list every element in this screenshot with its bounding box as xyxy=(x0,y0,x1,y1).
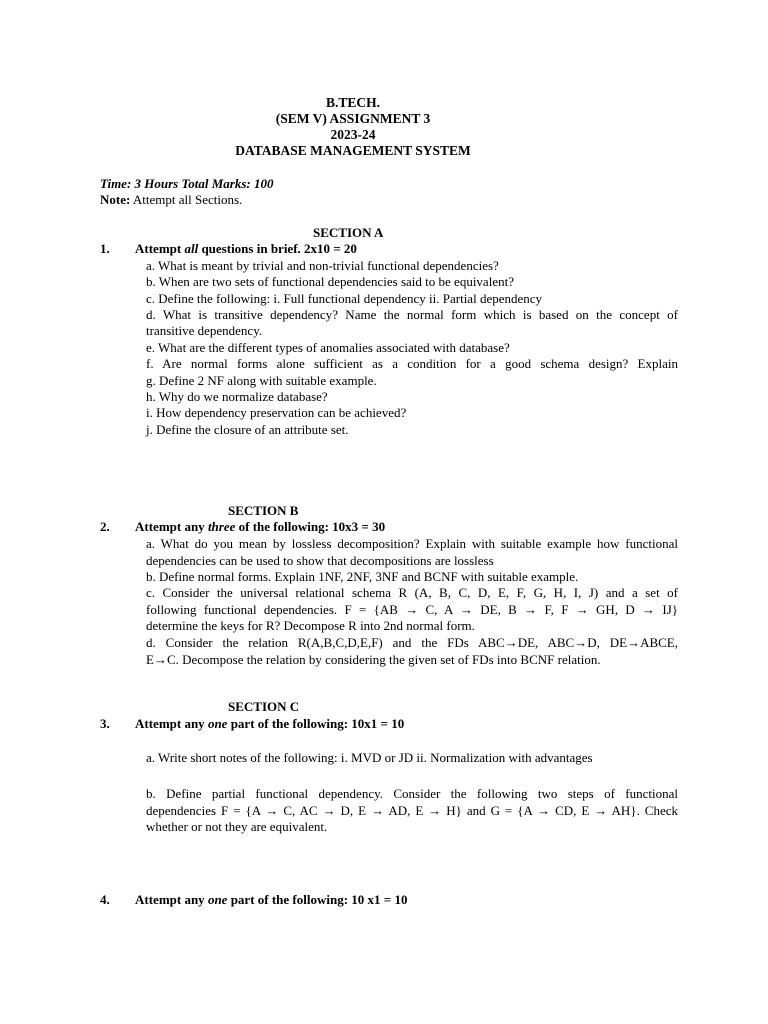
q2-item-d: d. Consider the relation R(A,B,C,D,E,F) and the FDs ABC→DE, ABC→D, DE→ABCE, xyxy=(146,635,678,650)
question-2-heading xyxy=(135,519,385,535)
q1-item-a: a. What is meant by trivial and non-trivial functional dependencies? xyxy=(146,258,499,273)
q1-item-j: j. Define the closure of an attribute set. xyxy=(146,422,349,437)
section-c-title: SECTION C xyxy=(228,699,300,714)
q1-head-emphasis: all xyxy=(184,241,199,256)
q1-item-c: c. Define the following: i. Full functional dependency ii. Partial dependency xyxy=(146,291,543,306)
q1-item-d: d. What is transitive dependency? Name the normal form which is based on the concept of xyxy=(146,307,678,322)
question-1-number: 1. xyxy=(100,241,110,256)
q2-head-emphasis: three xyxy=(207,519,236,534)
section-b-title: SECTION B xyxy=(228,503,299,518)
subject-title: DATABASE MANAGEMENT SYSTEM xyxy=(235,143,471,158)
note-line xyxy=(100,192,242,208)
q4-head-emphasis: one xyxy=(207,892,228,907)
q1-item-h: h. Why do we normalize database? xyxy=(146,389,328,404)
q1-item-g: g. Define 2 NF along with suitable example. xyxy=(146,373,377,388)
q2-item-c-line3: determine the keys for R? Decompose R into 2nd normal form. xyxy=(146,618,475,633)
question-2-number: 2. xyxy=(100,519,110,534)
q2-item-b: b. Define normal forms. Explain 1NF, 2NF, 3NF and BCNF with suitable example. xyxy=(146,569,579,584)
q2-item-c-line2: following functional dependencies. F = {AB → C, A → DE, B → F, F → GH, D → IJ} xyxy=(146,602,678,617)
question-4-number: 4. xyxy=(100,892,110,907)
note-text: Attempt all Sections. xyxy=(130,192,243,207)
q3-item-b: b. Define partial functional dependency. Consider the following two steps of functional xyxy=(146,786,678,801)
q2-item-c: c. Consider the universal relational schema R (A, B, C, D, E, F, G, H, I, J) and a set of xyxy=(146,585,678,600)
course-title: B.TECH. xyxy=(325,95,380,110)
q3-head-post: part of the following: 10x1 = 10 xyxy=(227,716,405,731)
section-a-title: SECTION A xyxy=(313,225,384,240)
q3-head-pre: Attempt any xyxy=(135,716,208,731)
q3-head-emphasis: one xyxy=(207,716,228,731)
q1-head-pre: Attempt xyxy=(135,241,185,256)
q1-item-i: i. How dependency preservation can be achieved? xyxy=(146,405,407,420)
question-3-heading xyxy=(135,716,404,732)
q1-item-d-cont: transitive dependency. xyxy=(146,323,263,338)
q2-item-d-cont: E→C. Decompose the relation by considering the given set of FDs into BCNF relation. xyxy=(146,652,601,667)
question-1-heading xyxy=(135,241,357,257)
q1-item-e: e. What are the different types of anomalies associated with database? xyxy=(146,340,510,355)
assignment-title: (SEM V) ASSIGNMENT 3 xyxy=(275,111,431,126)
q2-head-pre: Attempt any xyxy=(135,519,208,534)
q3-item-b-line2: dependencies F = {A → C, AC → D, E → AD, E → H} and G = {A → CD, E → AH}. Check xyxy=(146,803,678,818)
q3-item-b-line3: whether or not they are equivalent. xyxy=(146,819,328,834)
q1-head-post: questions in brief. 2x10 = 20 xyxy=(198,241,357,256)
q1-item-b: b. When are two sets of functional dependencies said to be equivalent? xyxy=(146,274,514,289)
time-marks: Time: 3 Hours Total Marks: 100 xyxy=(100,176,274,191)
q2-head-post: of the following: 10x3 = 30 xyxy=(235,519,386,534)
q4-head-pre: Attempt any xyxy=(135,892,208,907)
q3-item-a: a. Write short notes of the following: i. MVD or JD ii. Normalization with advantages xyxy=(146,750,593,765)
note-label: Note: xyxy=(100,192,131,207)
question-3-number: 3. xyxy=(100,716,110,731)
q2-item-a-cont: dependencies can be used to show that decompositions are lossless xyxy=(146,553,494,568)
q1-item-f: f. Are normal forms alone sufficient as a condition for a good schema design? Explain xyxy=(146,356,678,371)
academic-year: 2023-24 xyxy=(330,127,376,142)
q4-head-post: part of the following: 10 x1 = 10 xyxy=(227,892,408,907)
q2-item-a: a. What do you mean by lossless decomposition? Explain with suitable example how functional xyxy=(146,536,678,551)
question-4-heading xyxy=(135,892,407,908)
